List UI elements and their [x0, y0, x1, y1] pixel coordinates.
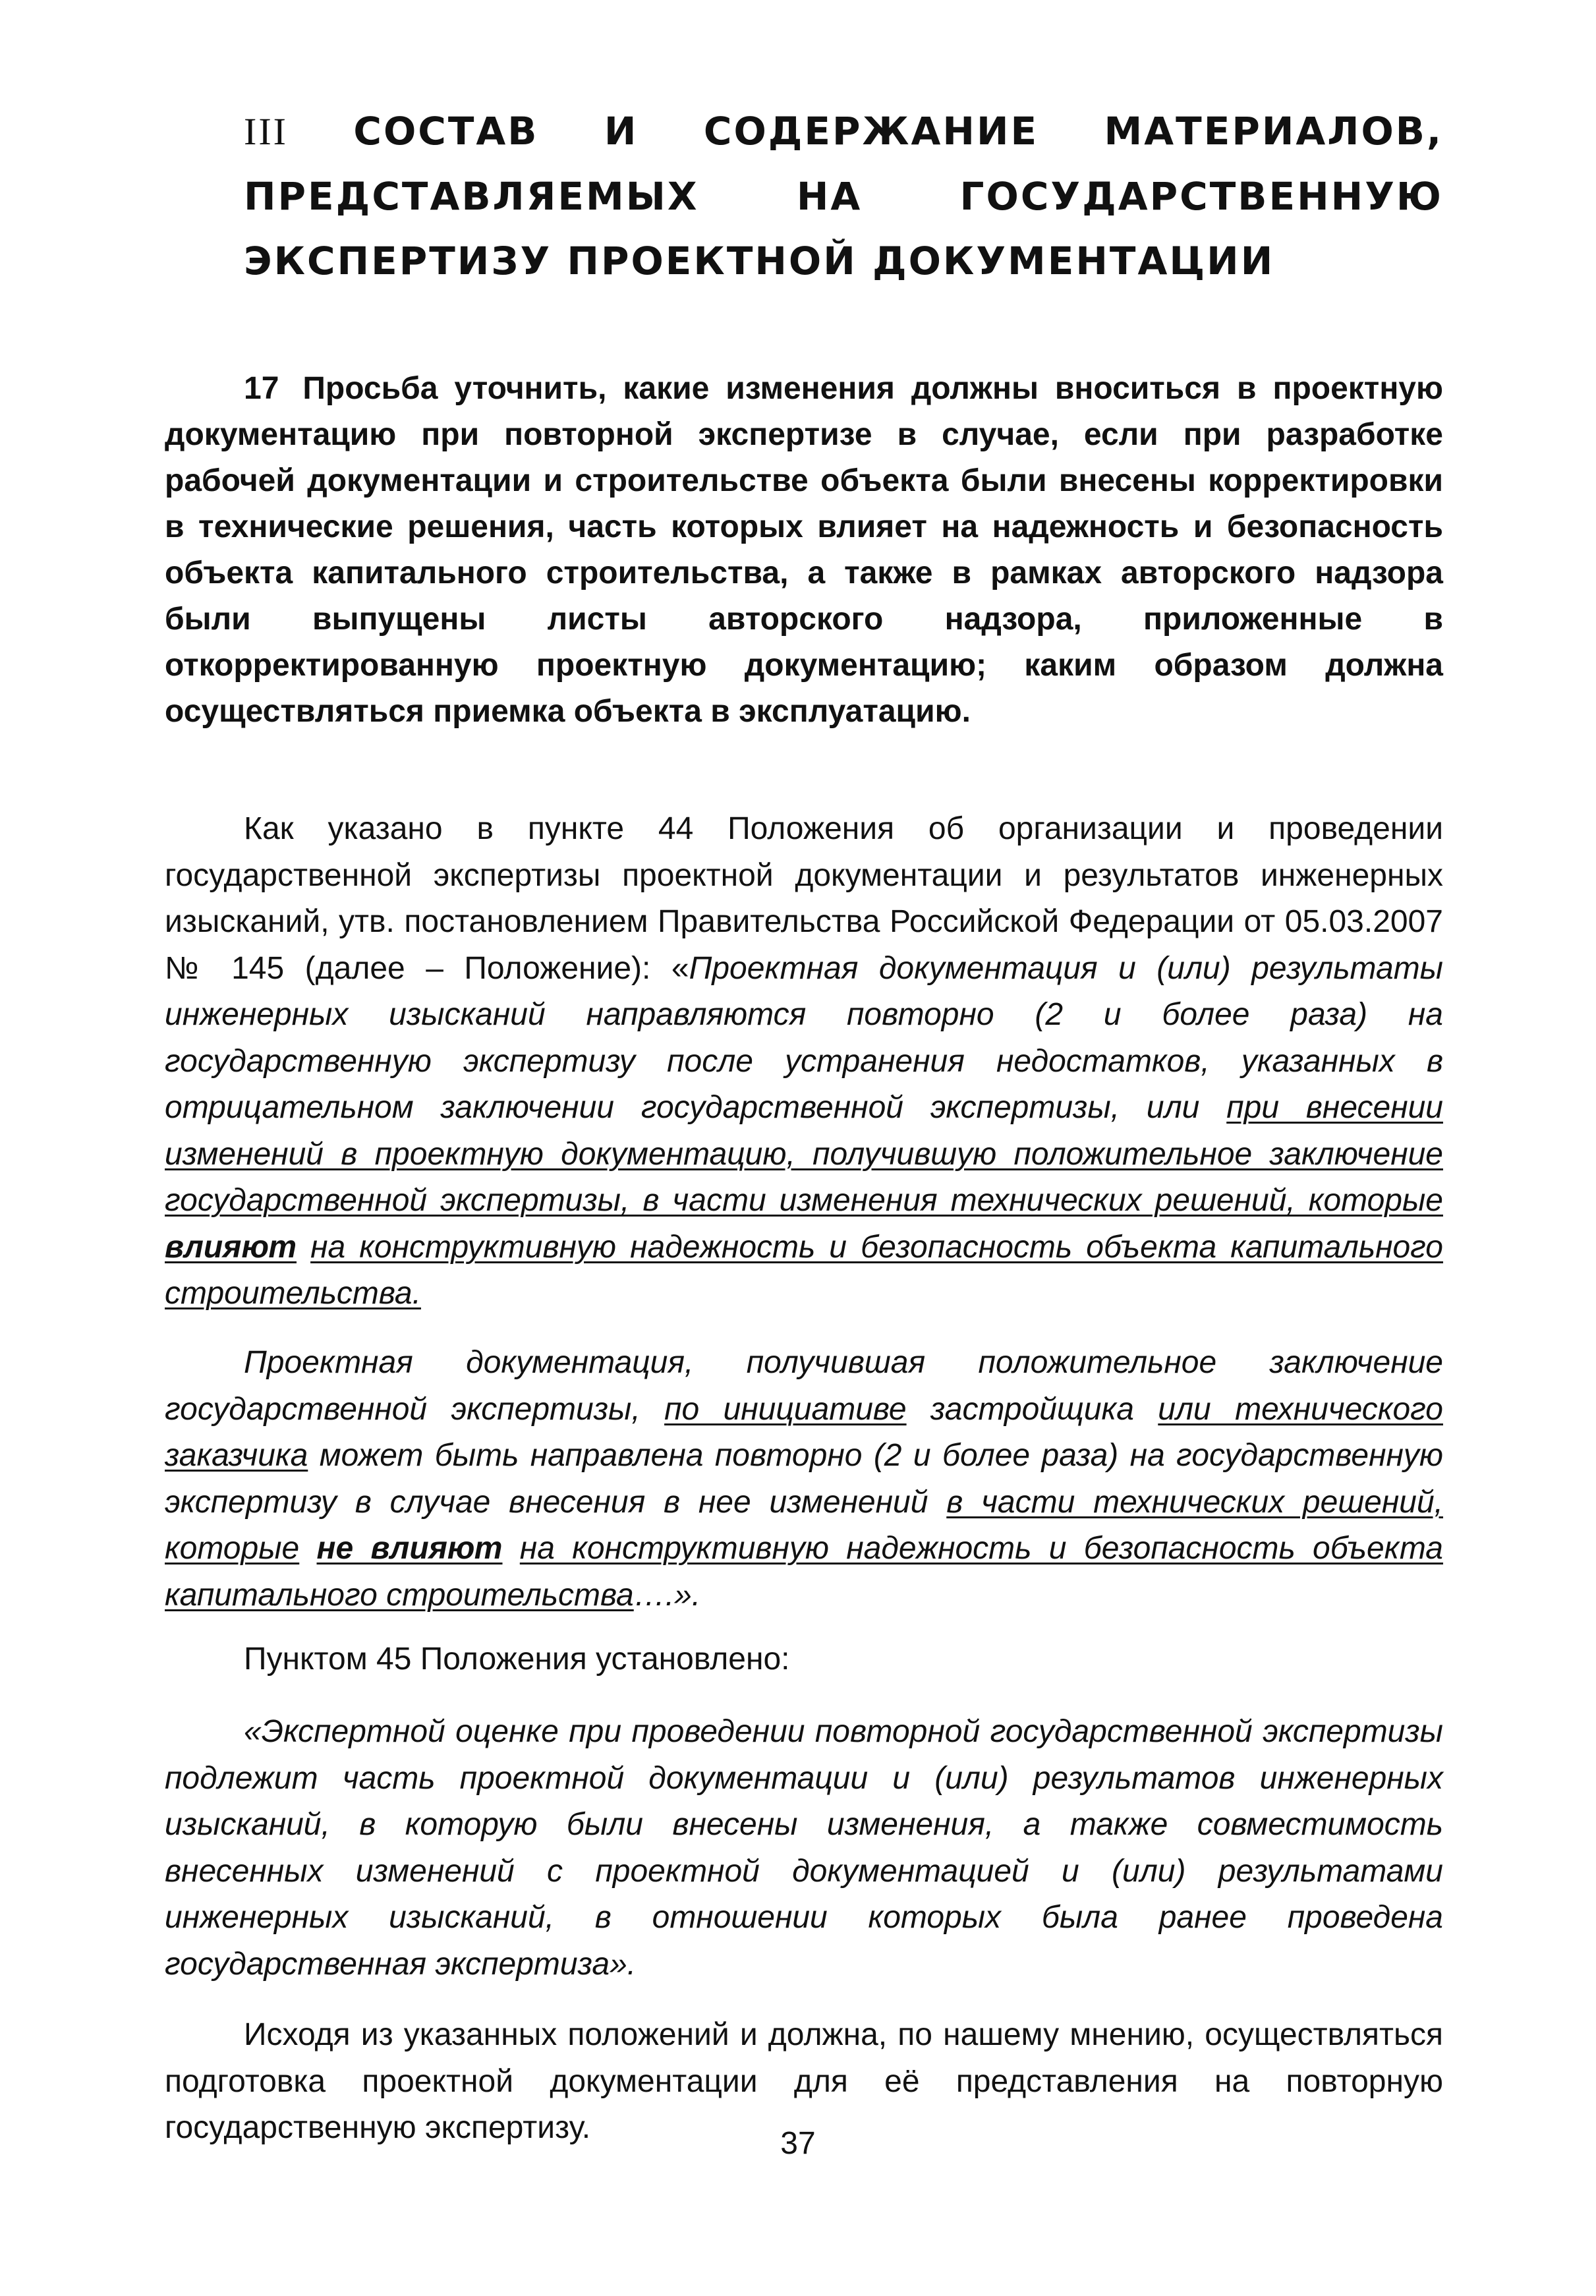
emphasis-vliyayut: влияют	[165, 1229, 297, 1265]
answer-paragraph-5: Исходя из указанных положений и должна, по нашему мнению, осуществляться подготовка проектной документации для её представления на повторную государственную экспертизу.	[165, 2017, 1443, 2145]
underlined-initiative: по инициативе	[664, 1391, 907, 1427]
question-text: Просьба уточнить, какие изменения должны вноситься в проектную документацию при повторной экспертизе в случае, если при разработке рабочей документации и строительстве объекта были внесены корректировки в технические решения, часть которых влияет на надежность и безопасность объекта капитального строительства, а также в рамках авторского надзора были выпущены листы авторского надзора, приложенные в откорректированную проектную документацию; каким образом должна осуществляться приемка объекта в эксплуатацию.	[165, 371, 1443, 729]
answer-paragraph-2	[165, 1340, 1443, 1619]
quote-text: Проектная документация и (или) результаты инженерных изысканий направляются повторно (2 и более раза) на государственную экспертизу после устранения недостатков, указанных в отрицательном заключении государственной экспертизы, или	[165, 950, 1444, 1125]
quote-underlined-text: при внесении изменений в проектную документацию, получившую положительное заключение государственной экспертизы, в части изменения технических решений, которые	[165, 1090, 1443, 1218]
quote-open-mark: «	[671, 950, 689, 986]
answer-paragraph-4: «Экспертной оценке при проведении повторной государственной экспертизы подлежит часть проектной документации и (или) результатов инженерных изысканий, в которую были внесены изменения, а также совместимость внесенных изменений с проектной документацией и (или) результатами инженерных изысканий, в отношении которых была ранее проведена государственная экспертиза».	[165, 1714, 1443, 1982]
question-number: 17	[244, 371, 279, 406]
section-number: III	[244, 110, 288, 153]
quote-end: ….».	[633, 1577, 701, 1613]
underlined-reliability: на конструктивную надежность и безопасность объекта капитального строительства	[165, 1531, 1444, 1613]
answer-intro: Как указано в пункте 44 Положения об организации и проведении государственной экспертизы проектной документации и результатов инженерных изысканий, утв. постановлением Правительства Российской Федерации от 05.03.2007 № 145 (далее – Положение):	[165, 811, 1443, 986]
answer-paragraph-1	[165, 806, 1443, 1317]
section-heading	[244, 99, 1443, 293]
question-block	[165, 366, 1443, 735]
quote-text-3: застройщика	[906, 1391, 1158, 1427]
underlined-customer: или технического заказчика	[165, 1391, 1443, 1473]
page-number: 37	[780, 2126, 816, 2161]
section-title: СОСТАВ И СОДЕРЖАНИЕ МАТЕРИАЛОВ, ПРЕДСТАВЛЯЕМЫХ НА ГОСУДАРСТВЕННУЮ ЭКСПЕРТИЗУ ПРОЕКТНОЙ ДОКУМЕНТАЦИИ	[244, 109, 1443, 283]
answer-paragraph-3: Пунктом 45 Положения установлено:	[244, 1642, 790, 1677]
quote-underlined-text-2: на конструктивную надежность и безопасность объекта капитального строительства.	[165, 1229, 1444, 1311]
emphasis-ne-vliyayut: не влияют	[316, 1531, 503, 1566]
quote-text-4: может быть направлена повторно (2 и более раза) на государственную экспертизу в случае внесения в нее изменений	[165, 1438, 1443, 1520]
quote-text-2: Проектная документация, получившая положительное заключение государственной экспертизы,	[165, 1345, 1443, 1427]
underlined-technical-solutions: в части технических решений, которые	[165, 1484, 1444, 1566]
